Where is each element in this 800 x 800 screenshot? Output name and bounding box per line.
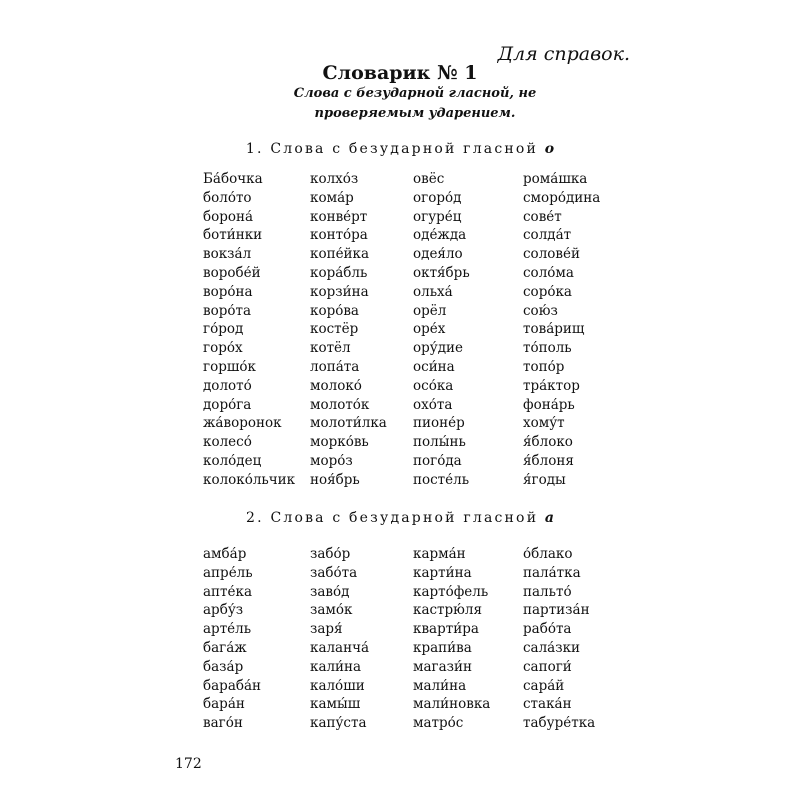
vocabulary-word: рабо́та bbox=[523, 621, 572, 638]
vocabulary-word: огоро́д bbox=[413, 189, 462, 206]
vocabulary-word: камы́ш bbox=[310, 696, 361, 713]
vocabulary-word: воро́та bbox=[203, 302, 252, 319]
vocabulary-word: сою́з bbox=[523, 302, 558, 319]
vocabulary-word: ору́дие bbox=[413, 340, 464, 357]
vocabulary-word: база́р bbox=[203, 658, 244, 675]
vocabulary-word: колесо́ bbox=[203, 434, 252, 451]
vocabulary-word: соло́ма bbox=[523, 264, 574, 281]
vocabulary-word: това́рищ bbox=[523, 321, 585, 338]
vocabulary-word: го́род bbox=[203, 321, 244, 338]
vocabulary-word: борона́ bbox=[203, 208, 254, 225]
vocabulary-word: коло́дец bbox=[203, 452, 262, 469]
vocabulary-word: пала́тка bbox=[523, 564, 581, 581]
word-column bbox=[413, 170, 470, 490]
vocabulary-word: оде́жда bbox=[413, 227, 467, 244]
vocabulary-word: горо́х bbox=[203, 340, 243, 357]
vocabulary-word: пальто́ bbox=[523, 583, 572, 600]
vocabulary-word: пионе́р bbox=[413, 415, 465, 432]
vocabulary-word: горшо́к bbox=[203, 358, 256, 375]
vocabulary-word: я́блоня bbox=[523, 452, 574, 469]
vocabulary-word: мали́на bbox=[413, 677, 467, 694]
vocabulary-word: сара́й bbox=[523, 677, 565, 694]
vocabulary-word: забо́р bbox=[310, 546, 351, 562]
vocabulary-word: вокза́л bbox=[203, 246, 252, 263]
section-number: 2. bbox=[246, 510, 264, 526]
vocabulary-word: оси́на bbox=[413, 358, 455, 375]
vocabulary-word: мали́новка bbox=[413, 696, 491, 713]
vocabulary-word: бага́ж bbox=[203, 639, 247, 656]
vocabulary-word: арте́ль bbox=[203, 621, 252, 638]
vocabulary-word: молоти́лка bbox=[310, 415, 387, 432]
vocabulary-word: я́годы bbox=[523, 471, 566, 488]
section-letter: а bbox=[544, 510, 554, 526]
vocabulary-word: коро́ва bbox=[310, 302, 359, 319]
vocabulary-word: колоко́льчик bbox=[203, 471, 296, 488]
reference-note: Для справок. bbox=[497, 43, 630, 65]
word-column bbox=[310, 170, 387, 490]
page-subtitle: Слова с безударной гласной, не проверяемым ударением. bbox=[293, 86, 537, 121]
word-column bbox=[523, 170, 600, 490]
vocabulary-word: топо́р bbox=[523, 358, 565, 375]
vocabulary-word: конве́рт bbox=[310, 208, 368, 225]
vocabulary-word: о́блако bbox=[523, 546, 573, 562]
vocabulary-word: партиза́н bbox=[523, 602, 590, 619]
vocabulary-word: лопа́та bbox=[310, 358, 360, 375]
vocabulary-word: забо́та bbox=[310, 564, 358, 581]
vocabulary-word: сала́зки bbox=[523, 639, 581, 656]
vocabulary-word: карма́н bbox=[413, 546, 466, 562]
vocabulary-word: карто́фель bbox=[413, 583, 489, 600]
vocabulary-word: жа́воронок bbox=[203, 415, 282, 432]
vocabulary-word: овёс bbox=[413, 171, 445, 187]
vocabulary-word: соро́ка bbox=[523, 283, 572, 300]
vocabulary-word: моро́з bbox=[310, 452, 353, 469]
vocabulary-word: ваго́н bbox=[203, 715, 243, 732]
vocabulary-word: колхо́з bbox=[310, 171, 359, 187]
vocabulary-word: морко́вь bbox=[310, 434, 369, 451]
vocabulary-word: кали́на bbox=[310, 658, 362, 675]
vocabulary-word: Ба́бочка bbox=[203, 171, 263, 187]
vocabulary-word: охо́та bbox=[413, 396, 453, 413]
vocabulary-word: бараба́н bbox=[203, 677, 262, 694]
vocabulary-word: полы́нь bbox=[413, 434, 466, 451]
page-number: 172 bbox=[175, 756, 202, 772]
vocabulary-word: доро́га bbox=[203, 396, 252, 413]
vocabulary-word: табуре́тка bbox=[523, 715, 596, 732]
vocabulary-word: бара́н bbox=[203, 696, 245, 713]
vocabulary-word: я́блоко bbox=[523, 434, 573, 451]
vocabulary-word: амба́р bbox=[203, 546, 247, 562]
vocabulary-word: пого́да bbox=[413, 452, 462, 469]
vocabulary-word: молото́к bbox=[310, 396, 370, 413]
vocabulary-word: апре́ль bbox=[203, 564, 253, 581]
section-number: 1. bbox=[245, 141, 264, 157]
vocabulary-word: ноя́брь bbox=[310, 471, 360, 488]
vocabulary-word: корзи́на bbox=[310, 283, 369, 300]
vocabulary-word: заря́ bbox=[310, 621, 343, 638]
vocabulary-word: рома́шка bbox=[523, 171, 588, 187]
vocabulary-word: боти́нки bbox=[203, 227, 263, 244]
word-column bbox=[413, 545, 490, 733]
word-column bbox=[523, 545, 595, 733]
vocabulary-word: сморо́дина bbox=[523, 189, 601, 206]
vocabulary-word: оре́х bbox=[413, 321, 446, 338]
vocabulary-word: стака́н bbox=[523, 696, 572, 713]
vocabulary-word: копе́йка bbox=[310, 246, 370, 263]
vocabulary-word: тра́ктор bbox=[523, 377, 580, 394]
word-column bbox=[203, 545, 261, 733]
vocabulary-word: магази́н bbox=[413, 658, 473, 675]
vocabulary-word: сапоги́ bbox=[523, 658, 572, 675]
vocabulary-word: арбу́з bbox=[203, 602, 244, 619]
vocabulary-word: ольха́ bbox=[413, 283, 453, 300]
vocabulary-word: молоко́ bbox=[310, 377, 362, 394]
vocabulary-word: посте́ль bbox=[413, 471, 470, 488]
vocabulary-word: заво́д bbox=[310, 583, 350, 600]
section-heading-o bbox=[0, 141, 800, 157]
vocabulary-word: огуре́ц bbox=[413, 208, 462, 225]
vocabulary-word: конто́ра bbox=[310, 227, 368, 244]
vocabulary-word: крапи́ва bbox=[413, 639, 472, 656]
vocabulary-word: осо́ка bbox=[413, 377, 454, 394]
vocabulary-word: воробе́й bbox=[203, 264, 261, 281]
section-label: Слова с безударной гласной bbox=[270, 141, 539, 157]
vocabulary-word: орёл bbox=[413, 302, 447, 319]
vocabulary-word: котёл bbox=[310, 340, 351, 357]
section-label: Слова с безударной гласной bbox=[270, 510, 539, 526]
section-heading-a bbox=[0, 510, 800, 526]
vocabulary-word: воро́на bbox=[203, 283, 253, 300]
vocabulary-word: октя́брь bbox=[413, 264, 470, 281]
page-title: Словарик № 1 bbox=[322, 62, 478, 84]
vocabulary-word: костёр bbox=[310, 321, 359, 338]
vocabulary-word: капу́ста bbox=[310, 715, 367, 732]
vocabulary-word: апте́ка bbox=[203, 583, 252, 600]
vocabulary-word: солда́т bbox=[523, 227, 572, 244]
vocabulary-word: сове́т bbox=[523, 208, 562, 225]
vocabulary-word: карти́на bbox=[413, 564, 472, 581]
word-column bbox=[310, 545, 369, 733]
vocabulary-word: каланча́ bbox=[310, 639, 370, 656]
vocabulary-word: кома́р bbox=[310, 189, 354, 206]
vocabulary-word: одея́ло bbox=[413, 246, 463, 263]
vocabulary-word: то́поль bbox=[523, 340, 572, 357]
vocabulary-word: замо́к bbox=[310, 602, 353, 619]
word-column bbox=[203, 170, 295, 490]
vocabulary-word: кало́ши bbox=[310, 677, 365, 694]
vocabulary-word: фона́рь bbox=[523, 396, 575, 413]
vocabulary-word: солове́й bbox=[523, 246, 580, 263]
vocabulary-word: матро́с bbox=[413, 715, 464, 732]
section-letter: о bbox=[544, 141, 555, 157]
vocabulary-word: хому́т bbox=[523, 415, 565, 432]
vocabulary-word: боло́то bbox=[203, 189, 252, 206]
vocabulary-word: долото́ bbox=[203, 377, 252, 394]
vocabulary-word: кора́бль bbox=[310, 264, 368, 281]
vocabulary-word: кварти́ра bbox=[413, 621, 479, 638]
vocabulary-word: кастрю́ля bbox=[413, 602, 483, 619]
